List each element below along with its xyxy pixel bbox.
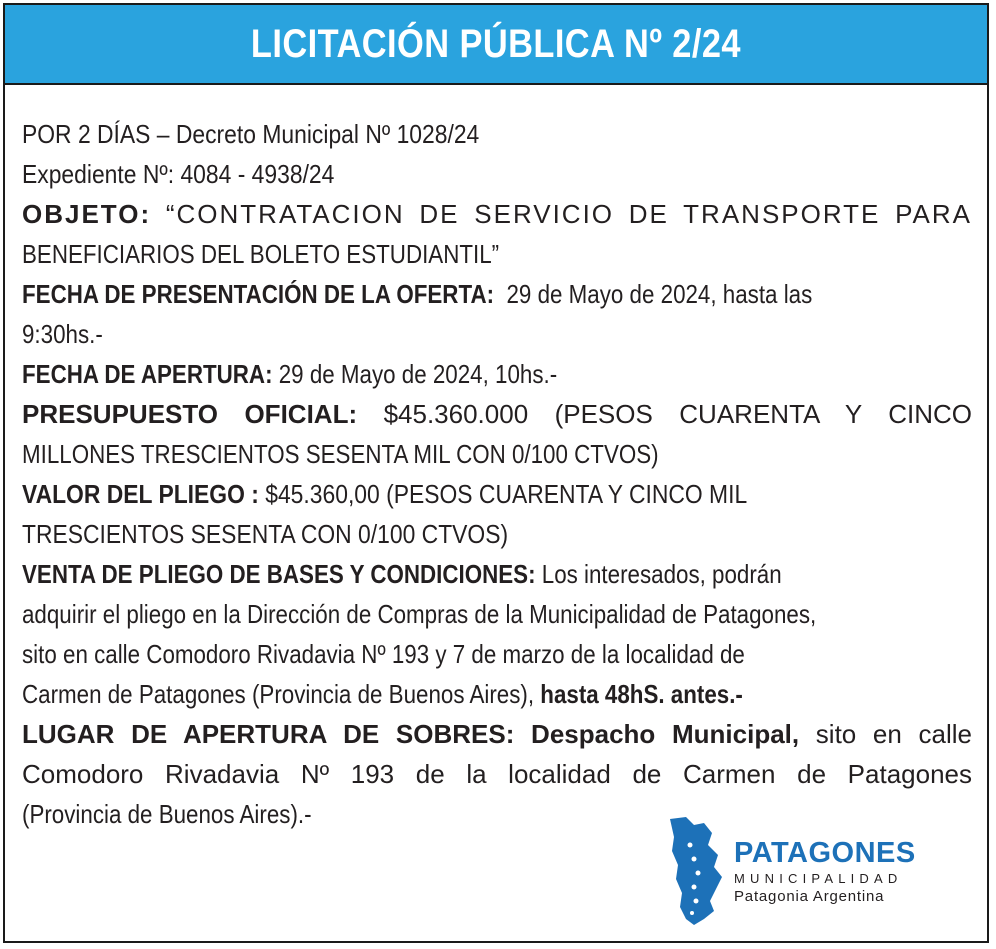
notice-body (22, 114, 972, 834)
fecha-presentacion-label: FECHA DE PRESENTACIÓN DE LA OFERTA: (22, 279, 495, 309)
fecha-apertura-text: 29 de Mayo de 2024, 10hs.- (278, 359, 558, 389)
line-lugar-1 (22, 714, 972, 754)
logo-text (734, 837, 916, 905)
patagones-logo (664, 815, 934, 927)
valor-text-2: TRESCIENTOS SESENTA CON 0/100 CTVOS) (22, 519, 509, 549)
fecha-presentacion-text-1: 29 de Mayo de 2024, hasta las (506, 279, 813, 309)
presupuesto-text-2: MILLONES TRESCIENTOS SESENTA MIL CON 0/100 CTVOS) (22, 439, 659, 469)
venta-label: VENTA DE PLIEGO DE BASES Y CONDICIONES: (22, 559, 536, 589)
dias-text: POR 2 DÍAS – Decreto Municipal Nº 1028/24 (22, 119, 480, 149)
line-expediente (22, 154, 858, 194)
line-presupuesto-2 (22, 434, 839, 474)
valor-label: VALOR DEL PLIEGO : (22, 479, 259, 509)
line-fecha-apertura (22, 354, 839, 394)
venta-bold-end: hasta 48hS. antes.- (540, 679, 743, 709)
line-objeto-2 (22, 234, 839, 274)
line-valor-2 (22, 514, 858, 554)
patagonia-map-icon (664, 815, 730, 927)
line-fecha-pres-2 (22, 314, 839, 354)
lugar-bold: Despacho Municipal, (531, 719, 800, 749)
lugar-label: LUGAR DE APERTURA DE SOBRES: (22, 719, 515, 749)
notice-title: LICITACIÓN PÚBLICA Nº 2/24 (250, 21, 742, 66)
venta-text-1: Los interesados, podrán (541, 559, 782, 589)
objeto-label: OBJETO: (22, 199, 152, 229)
venta-text-3: sito en calle Comodoro Rivadavia Nº 193 y 7 de marzo de la localidad de (22, 639, 745, 669)
lugar-text-1: sito en calle (815, 719, 972, 749)
expediente-text: Expediente Nº: 4084 - 4938/24 (22, 159, 335, 189)
venta-text-4: Carmen de Patagones (Provincia de Buenos Aires), (22, 679, 535, 709)
line-presupuesto-1 (22, 394, 972, 434)
line-venta-1 (22, 554, 839, 594)
valor-text-1: $45.360,00 (PESOS CUARENTA Y CINCO MIL (265, 479, 748, 509)
logo-tagline: Patagonia Argentina (734, 888, 885, 905)
line-venta-2 (22, 594, 839, 634)
line-fecha-pres-1 (22, 274, 839, 314)
lugar-text-3: (Provincia de Buenos Aires).- (22, 799, 312, 829)
logo-name: PATAGONES (734, 837, 916, 869)
presupuesto-text-1: $45.360.000 (PESOS CUARENTA Y CINCO (383, 399, 972, 429)
venta-text-2: adquirir el pliego en la Dirección de Compras de la Municipalidad de Patagones, (22, 599, 817, 629)
line-venta-3 (22, 634, 839, 674)
objeto-text-2: BENEFICIARIOS DEL BOLETO ESTUDIANTIL” (22, 239, 500, 269)
lugar-text-2: Comodoro Rivadavia Nº 193 de la localidad de Carmen de Patagones (22, 759, 972, 789)
title-bar (5, 5, 987, 85)
line-lugar-2 (22, 754, 972, 794)
line-objeto-1 (22, 194, 972, 234)
fecha-apertura-label: FECHA DE APERTURA: (22, 359, 273, 389)
presupuesto-label: PRESUPUESTO OFICIAL: (22, 399, 358, 429)
line-valor-1 (22, 474, 858, 514)
line-venta-4 (22, 674, 839, 714)
line-dias (22, 114, 858, 154)
objeto-text-1: “CONTRATACION DE SERVICIO DE TRANSPORTE PARA (165, 199, 972, 229)
logo-subtitle: MUNICIPALIDAD (734, 871, 903, 886)
fecha-presentacion-text-2: 9:30hs.- (22, 319, 103, 349)
